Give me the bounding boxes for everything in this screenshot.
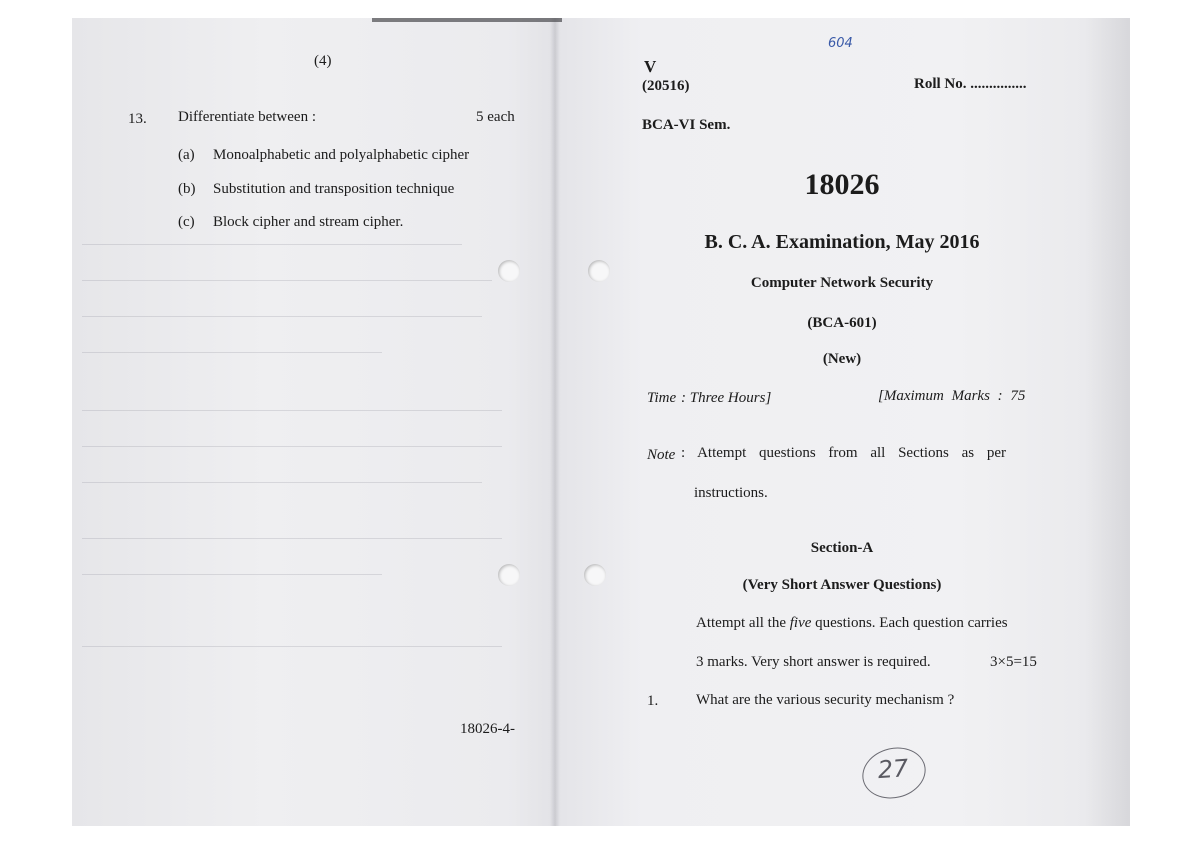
roll-no: Roll No. ............... — [914, 76, 1027, 92]
part-a-label: (a) — [178, 147, 195, 163]
course-label: BCA-VI Sem. — [642, 117, 731, 133]
handwritten-note: 604 — [828, 36, 853, 51]
semester-letter: V — [644, 57, 657, 76]
scan-right-edge — [1084, 18, 1130, 826]
punch-hole — [498, 564, 520, 586]
instruction-line2: 3 marks. Very short answer is required. — [696, 654, 931, 670]
part-b-text: Substitution and transposition technique — [213, 181, 455, 197]
bleed-line — [82, 574, 382, 575]
punch-hole — [584, 564, 606, 586]
subject-code: (BCA-601) — [807, 315, 877, 331]
question-marks: 5 each — [476, 109, 515, 125]
scheme-label: (New) — [822, 351, 862, 367]
circled-grade-value: 27 — [876, 754, 910, 785]
left-page — [72, 18, 556, 826]
part-a-text: Monoalphabetic and polyalphabetic cipher — [213, 147, 470, 163]
scanned-sheet — [72, 18, 1130, 826]
time-label: Time — [647, 390, 677, 406]
page-fold — [550, 18, 560, 826]
paper-code: (20516) — [642, 78, 690, 94]
part-c-label: (c) — [178, 214, 195, 230]
instruction-marks: 3×5=15 — [990, 654, 1037, 670]
subject-title: Computer Network Security — [750, 275, 934, 291]
bleed-line — [82, 482, 482, 483]
bleed-line — [82, 244, 462, 245]
instruction-line1-pre: Attempt all the — [696, 615, 790, 631]
bleed-line — [82, 316, 482, 317]
time-value: : Three Hours] — [681, 390, 772, 406]
instruction-line1 — [696, 614, 1008, 632]
section-title: Section-A — [810, 540, 874, 556]
question-1-number: 1. — [647, 693, 659, 709]
left-footer-code: 18026-4- — [460, 721, 515, 737]
bleed-line — [82, 538, 502, 539]
exam-code: 18026 — [804, 168, 880, 201]
instruction-line1-emph: five — [789, 615, 812, 631]
bleed-line — [82, 410, 502, 411]
left-page-number: (4) — [314, 53, 332, 69]
section-subtitle: (Very Short Answer Questions) — [742, 577, 942, 593]
exam-title: B. C. A. Examination, May 2016 — [704, 231, 980, 253]
scan-top-edge — [372, 18, 562, 22]
bleed-line — [82, 646, 502, 647]
bleed-line — [82, 446, 502, 447]
bleed-line — [82, 280, 492, 281]
note-text-line1: : Attempt questions from all Sections as per — [681, 445, 1007, 461]
punch-hole — [588, 260, 610, 282]
question-1-text: What are the various security mechanism ? — [696, 692, 955, 708]
part-b-label: (b) — [178, 181, 196, 197]
instruction-line1-post: questions. Each question carries — [811, 615, 1008, 631]
note-text-line2: instructions. — [694, 485, 768, 501]
question-number: 13. — [128, 111, 147, 127]
note-label: Note — [647, 447, 676, 463]
max-marks: [Maximum Marks : 75 — [878, 388, 1026, 404]
bleed-line — [82, 352, 382, 353]
punch-hole — [498, 260, 520, 282]
question-text: Differentiate between : — [178, 109, 316, 125]
part-c-text: Block cipher and stream cipher. — [213, 214, 404, 230]
